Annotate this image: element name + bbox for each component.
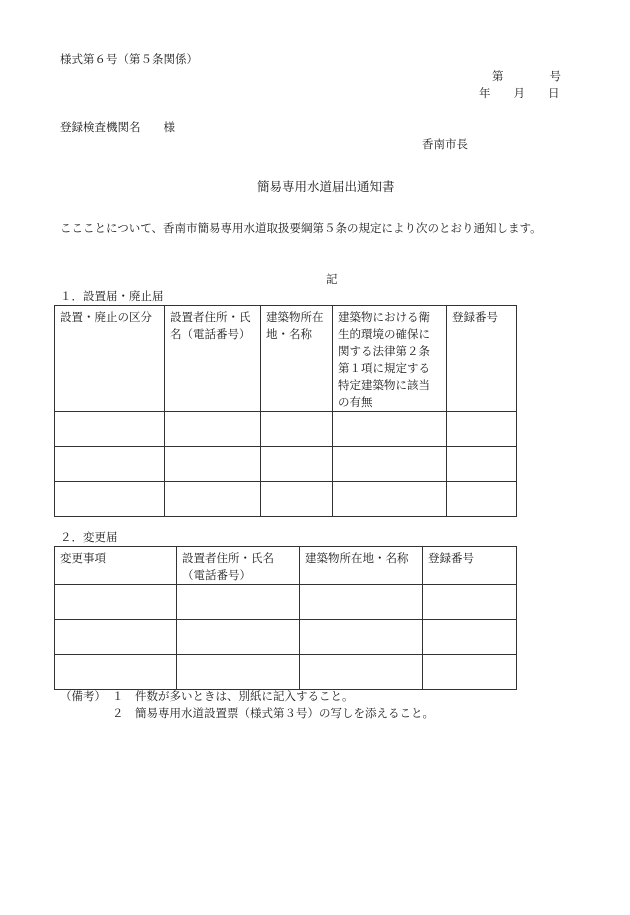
empty-cell — [423, 620, 517, 655]
empty-cell — [177, 655, 300, 690]
note-item: ２ 簡易専用水道設置票（様式第３号）の写しを添えること。 — [112, 706, 434, 720]
header-cell-main: 設置者住所・氏名 — [182, 551, 274, 565]
header-cell: 建築物における衛生的環境の確保に関する法律第２条第１項に規定する特定建築物に該当の有無 — [333, 306, 447, 412]
document-number: 第 号 — [492, 69, 561, 83]
header-cell: 建築物所在地・名称 — [300, 547, 423, 585]
section1-heading: １．設置届・廃止届 — [60, 289, 164, 303]
section2-heading: ２．変更届 — [60, 530, 118, 544]
recipient: 登録検査機関名 様 — [60, 120, 175, 134]
table-row — [55, 585, 517, 620]
section2-table — [54, 546, 517, 690]
issue-date: 年 月 日 — [479, 86, 560, 100]
header-cell: 変更事項 — [55, 547, 177, 585]
sender: 香南市長 — [422, 137, 468, 151]
empty-cell — [55, 412, 165, 447]
empty-cell — [55, 620, 177, 655]
empty-cell — [177, 620, 300, 655]
empty-cell — [261, 482, 333, 517]
empty-cell — [261, 447, 333, 482]
ki-label: 記 — [326, 272, 338, 286]
empty-cell — [165, 447, 261, 482]
form-number: 様式第６号（第５条関係） — [60, 52, 198, 66]
header-cell-sub: （電話番号） — [182, 568, 251, 582]
table-row — [55, 412, 517, 447]
empty-cell — [55, 447, 165, 482]
header-cell: 登録番号 — [423, 547, 517, 585]
empty-cell — [333, 482, 447, 517]
header-cell: 設置者住所・氏名（電話番号） — [165, 306, 261, 412]
empty-cell — [55, 585, 177, 620]
empty-cell — [423, 655, 517, 690]
body-text: ここことについて、香南市簡易専用水道取扱要綱第５条の規定により次のとおり通知します。 — [60, 221, 542, 235]
notes-label: （備考） — [60, 689, 106, 703]
header-cell — [177, 547, 300, 585]
table-header-row — [55, 306, 517, 412]
empty-cell — [165, 412, 261, 447]
empty-cell — [423, 585, 517, 620]
table-row — [55, 482, 517, 517]
table-row — [55, 620, 517, 655]
empty-cell — [177, 585, 300, 620]
empty-cell — [300, 585, 423, 620]
empty-cell — [261, 412, 333, 447]
empty-cell — [55, 482, 165, 517]
empty-cell — [447, 482, 517, 517]
note-item: １ 件数が多いときは、別紙に記入すること。 — [112, 689, 354, 703]
table-row — [55, 655, 517, 690]
empty-cell — [333, 447, 447, 482]
empty-cell — [300, 655, 423, 690]
empty-cell — [165, 482, 261, 517]
document-title: 簡易専用水道届出通知書 — [257, 179, 395, 194]
header-cell: 設置・廃止の区分 — [55, 306, 165, 412]
section1-table — [54, 305, 517, 517]
table-row — [55, 447, 517, 482]
header-cell: 登録番号 — [447, 306, 517, 412]
empty-cell — [333, 412, 447, 447]
table-header-row — [55, 547, 517, 585]
empty-cell — [300, 620, 423, 655]
empty-cell — [447, 447, 517, 482]
header-cell: 建築物所在地・名称 — [261, 306, 333, 412]
empty-cell — [447, 412, 517, 447]
empty-cell — [55, 655, 177, 690]
